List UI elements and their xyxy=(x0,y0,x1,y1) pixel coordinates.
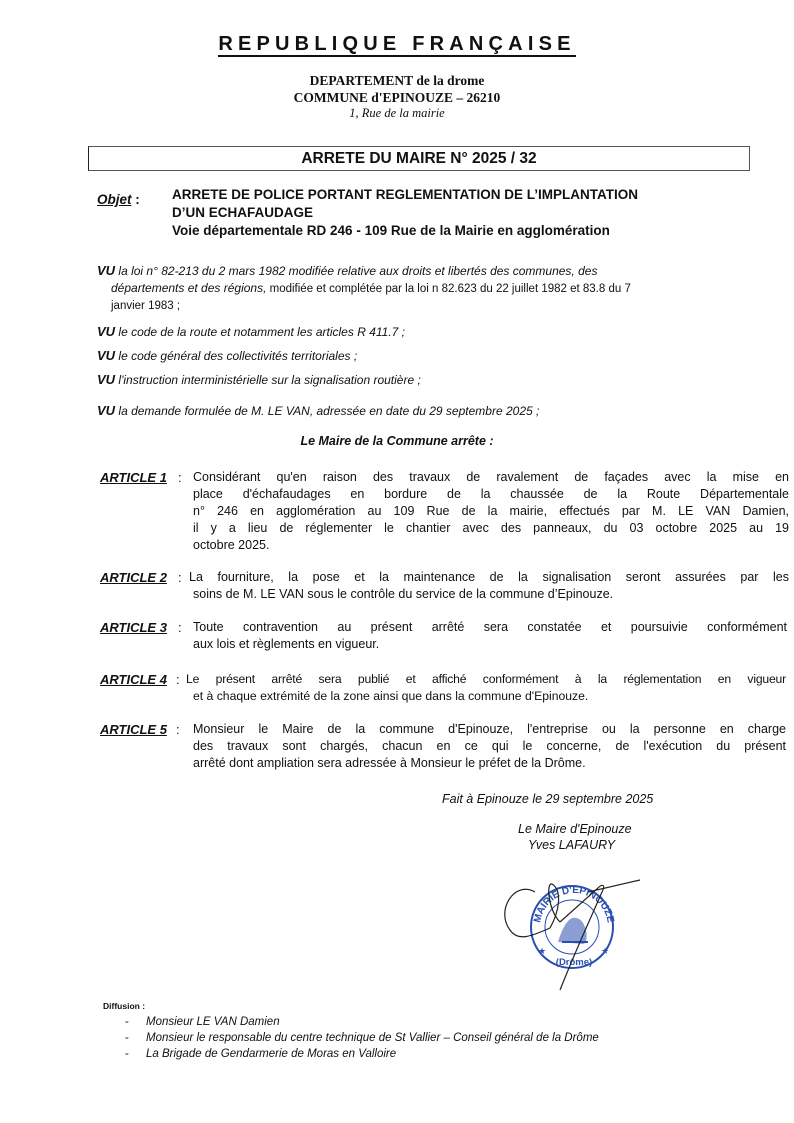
vu-clause: VU la loi n° 82-213 du 2 mars 1982 modifiée relative aux droits et libertés des communes, des départements et des régions, modifiée et complétée par la loi n 82.623 du 22 juillet 1982 et 83.8 du 7 janvier 1983 ; xyxy=(97,262,717,315)
stamp-top-text: MAIRIE D'EPINOUZE xyxy=(532,884,616,924)
stamp-svg xyxy=(490,870,660,995)
article-5-text: Monsieur le Maire de la commune d'Epinouze, l'entreprise ou la personne en charge des travaux sont chargés, chacun en ce qui le concerne, de l'exécution du présent arrêté dont ampliation sera adressée à Monsieur le préfet de la Drôme. xyxy=(193,722,786,770)
mairie-address: 1, Rue de la mairie xyxy=(349,106,445,120)
mairie-stamp-and-signature xyxy=(490,870,660,995)
article-3-text: Toute contravention au présent arrêté sera constatée et poursuivie conformément aux lois et règlements en vigueur. xyxy=(193,620,787,651)
objet-line-1: ARRETE DE POLICE PORTANT REGLEMENTATION DE L’IMPLANTATION xyxy=(172,187,638,202)
departement-line: DEPARTEMENT de la drome xyxy=(309,73,485,88)
vu-clause-continuation: départements et des régions, modifiée et complétée par la loi n 82.623 du 22 juillet 1982 et 83.8 du 7 xyxy=(111,281,631,295)
diffusion-item: - Monsieur LE VAN Damien xyxy=(125,1016,280,1028)
vu-clause: VU le code de la route et notamment les articles R 411.7 ; xyxy=(97,324,405,339)
vu-clause: VU la demande formulée de M. LE VAN, adressée en date du 29 septembre 2025 ; xyxy=(97,403,540,418)
objet-line-2: D’UN ECHAFAUDAGE xyxy=(172,205,314,220)
vu-clause: VU l'instruction interministérielle sur la signalisation routière ; xyxy=(97,372,421,387)
stamp-bottom-text: (Drôme) xyxy=(555,957,593,968)
arrete-title: ARRETE DU MAIRE N° 2025 / 32 xyxy=(301,150,537,167)
diffusion-item: - Monsieur le responsable du centre technique de St Vallier – Conseil général de la Drôme xyxy=(125,1032,599,1044)
diffusion-item: - La Brigade de Gendarmerie de Moras en Valloire xyxy=(125,1048,397,1060)
mayor-title: Le Maire d'Epinouze xyxy=(518,822,632,836)
maire-arrete-heading: Le Maire de la Commune arrête : xyxy=(300,434,494,448)
svg-text:★: ★ xyxy=(538,946,547,956)
place-and-date: Fait à Epinouze le 29 septembre 2025 xyxy=(442,792,654,806)
article-4-text: Le présent arrêté sera publié et affiché conformément à la réglementation en vigueur et à chaque extrémité de la zone ainsi que dans la commune d'Epinouze. xyxy=(186,672,786,703)
svg-text:★: ★ xyxy=(601,946,610,956)
vu-clause: VU le code général des collectivités territoriales ; xyxy=(97,348,358,363)
arrete-title-box xyxy=(88,146,750,171)
article-2-text: La fourniture, la pose et la maintenance de la signalisation seront assurées par les soins de M. LE VAN sous le contrôle du service de la commune d’Epinouze. xyxy=(189,570,789,601)
mayor-name: Yves LAFAURY xyxy=(528,838,616,852)
objet-line-3: Voie départementale RD 246 - 109 Rue de la Mairie en agglomération xyxy=(172,223,610,238)
diffusion-title: Diffusion : xyxy=(103,1001,146,1011)
commune-line: COMMUNE d'EPINOUZE – 26210 xyxy=(293,90,501,105)
objet-label: Objet : xyxy=(97,192,140,207)
stamp-icon xyxy=(531,885,616,968)
objet-text xyxy=(172,186,772,240)
republic-heading: REPUBLIQUE FRANÇAISE xyxy=(218,33,576,55)
article-1-text: Considérant qu'en raison des travaux de ravalement de façades avec la mise en place d'échafaudages en bordure de la chaussée de la Route Départementale n° 246 en agglomération au 109 Rue de la mairie, effectués par M. LE VAN Damien, il y a lieu de réglementer le chantier avec des panneaux, du 03 octobre 2025 au 19 octobre 2025. xyxy=(193,470,789,552)
